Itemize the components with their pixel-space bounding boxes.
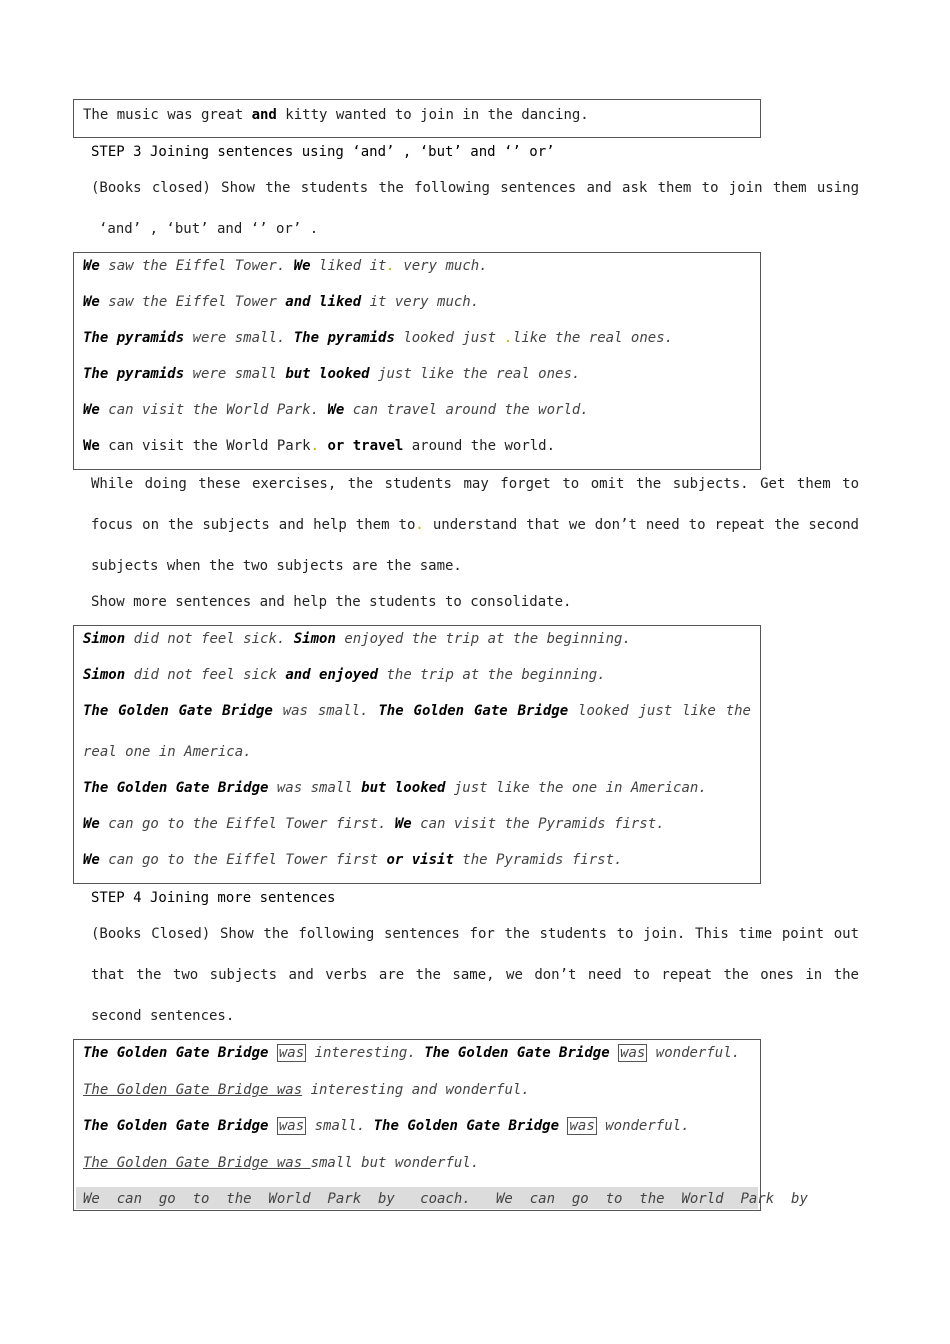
step4-para-line-2: that the two subjects and verbs are the same, we don’t need to repeat the ones in the: [91, 967, 859, 983]
example-box-2: [73, 252, 761, 470]
box3-row-2: Simon did not feel sick and enjoyed the trip at the beginning.: [83, 667, 606, 683]
box2-row-4: The pyramids were small but looked just like the real ones.: [83, 366, 581, 382]
box3-row-6: We can go to the Eiffel Tower first or visit the Pyramids first.: [83, 852, 623, 868]
verb-box: was: [278, 1045, 305, 1061]
box4-row-5: We can go to the World Park by coach. We can go to the World Park by: [83, 1191, 808, 1207]
box3-row-3a: The Golden Gate Bridge was small. The Golden Gate Bridge looked just like the: [83, 703, 751, 719]
box2-row-2: We saw the Eiffel Tower and liked it very much.: [83, 294, 480, 310]
step3-heading: STEP 3 Joining sentences using ‘and’ , ‘but’ and ‘’ or’: [91, 144, 555, 160]
step4-para-line-1: (Books Closed) Show the following sentences for the students to join. This time point out: [91, 926, 859, 942]
box4-row-4: The Golden Gate Bridge was small but wonderful.: [83, 1155, 480, 1171]
box4-row-3: The Golden Gate Bridge was small. The Golden Gate Bridge was wonderful.: [83, 1118, 690, 1134]
box2-row-5: We can visit the World Park. We can travel around the world.: [83, 402, 589, 418]
box3-row-3b: real one in America.: [83, 744, 252, 760]
step3-para-line-1: (Books closed) Show the students the following sentences and ask them to join them using: [91, 180, 859, 196]
para2-line-1: While doing these exercises, the students may forget to omit the subjects. Get them to: [91, 476, 859, 492]
example-box-3: [73, 625, 761, 884]
step4-heading: STEP 4 Joining more sentences: [91, 890, 336, 906]
example-box-1: [73, 99, 761, 138]
step4-para-line-3: second sentences.: [91, 1008, 235, 1024]
step3-para-line-2: ‘and’ , ‘but’ and ‘’ or’ .: [99, 221, 319, 237]
para2-line-4: Show more sentences and help the students to consolidate.: [91, 594, 572, 610]
verb-box: was: [569, 1118, 595, 1134]
box3-row-4: The Golden Gate Bridge was small but looked just like the one in American.: [83, 780, 707, 796]
para2-line-3: subjects when the two subjects are the same.: [91, 558, 462, 574]
box4-row-1: The Golden Gate Bridge was interesting. The Golden Gate Bridge was wonderful.: [83, 1045, 741, 1061]
box2-row-1: We saw the Eiffel Tower. We liked it. very much.: [83, 258, 488, 274]
box1-sentence: The music was great and kitty wanted to join in the dancing.: [83, 107, 589, 123]
box2-row-6: We can visit the World Park. or travel around the world.: [83, 438, 556, 454]
box3-row-5: We can go to the Eiffel Tower first. We can visit the Pyramids first.: [83, 816, 665, 832]
box3-row-1: Simon did not feel sick. Simon enjoyed the trip at the beginning.: [83, 631, 631, 647]
box2-row-3: The pyramids were small. The pyramids looked just .like the real ones.: [83, 330, 674, 346]
example-box-4: [73, 1039, 808, 1211]
para2-line-2: focus on the subjects and help them to. understand that we don’t need to repeat the second: [91, 517, 859, 533]
verb-box: was: [620, 1045, 646, 1061]
box4-row-2: The Golden Gate Bridge was interesting and wonderful.: [83, 1082, 530, 1098]
verb-box: was: [278, 1118, 305, 1134]
